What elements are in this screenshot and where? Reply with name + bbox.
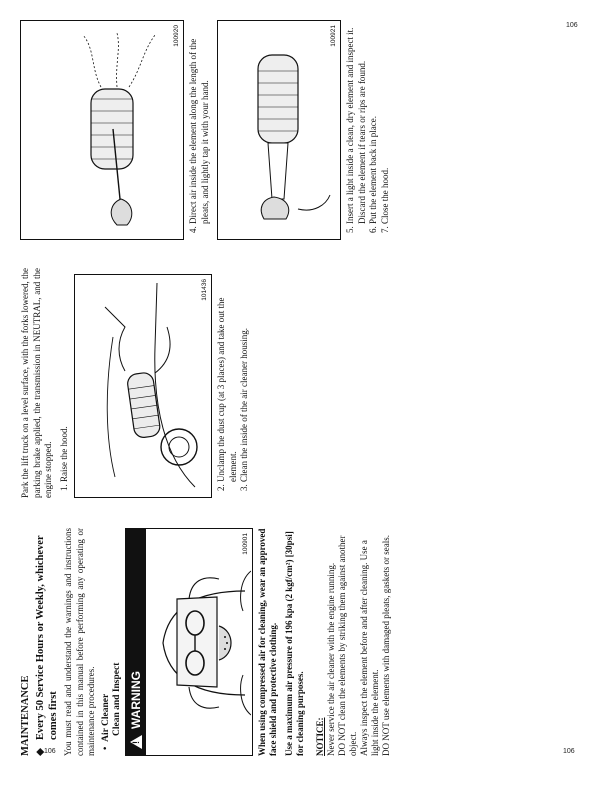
park-instructions: Park the lift truck on a level surface, with the forks lowered, the parking brake applied, the transmission in NEUTRAL, and the engine stopped.: [20, 268, 53, 498]
column-3: [20, 18, 391, 240]
warning-triangle-icon: !: [130, 735, 142, 749]
warning-label: WARNING: [128, 671, 143, 729]
light-inspection-image: [218, 21, 340, 239]
figure-number: 101436: [201, 279, 208, 301]
sub-clean-inspect: Clean and Inspect: [111, 662, 122, 736]
diamond-bullet-icon: ◆: [35, 747, 46, 756]
figure-number: 100921: [330, 25, 337, 47]
warning-box: [125, 528, 253, 756]
rotated-page-content: [20, 16, 595, 756]
interval-heading: [34, 528, 60, 756]
column-1: [20, 528, 392, 756]
air-cleaner-housing-image: [75, 275, 211, 497]
steps-list-4: [188, 18, 211, 240]
step-4: 4. Direct air inside the element along the length of the pleats, and lightly tap it with your hand.: [188, 18, 211, 224]
step-2: 2. Unclamp the dust cup (at 3 places) and take out the element.: [216, 268, 239, 482]
figure-number: 100920: [173, 25, 180, 47]
notice-line: DO NOT clean the elements by striking them against another object.: [336, 535, 358, 756]
bullet-air-cleaner: • Air Cleaner: [100, 693, 111, 750]
page-number-bottom-left: 106: [44, 748, 56, 755]
intro-text: You must read and understand the warnings and instructions contained in this manual before performing any operating or maintenance procedures.: [63, 528, 96, 756]
compressed-air-cleaning-image: [21, 21, 183, 239]
page-number-bottom-right: 106: [563, 748, 575, 755]
warning-text-1: When using compressed air for cleaning, wear an approved face shield and protective clothing.: [256, 528, 278, 756]
figure-light-inspection: [217, 20, 341, 240]
notice-line: Always inspect the element before and after cleaning. Use a light inside the element.: [358, 540, 380, 756]
warning-figure-number: 100901: [241, 533, 249, 555]
figure-air-cleaner-housing: [74, 274, 212, 498]
steps-list-start: [59, 268, 71, 498]
bullet-air-cleaner-label: Air Cleaner: [100, 693, 111, 742]
interval-heading-text: Every 50 Service Hours or Weekly, whichever comes first: [35, 535, 59, 740]
step-6: 6. Put the element back in place.: [368, 18, 380, 224]
step-7: 7. Close the hood.: [380, 18, 392, 224]
notice-line: Never service the air cleaner with the engine running.: [325, 562, 336, 756]
warning-header: [126, 529, 146, 755]
column-2: [20, 268, 251, 498]
section-title: MAINTENANCE: [20, 675, 31, 756]
notice-heading: NOTICE:: [314, 717, 325, 756]
notice-line: DO NOT use elements with damaged pleats, gaskets or seals.: [380, 534, 391, 756]
step-1: 1. Raise the hood.: [59, 268, 71, 482]
warning-text-2: Use a maximum air pressure of 196 kpa (2 kgf/cm²) [30psi] for cleaning purposes.: [283, 531, 305, 756]
face-shield-illustration: [147, 529, 252, 755]
step-3: 3. Clean the inside of the air cleaner housing.: [239, 268, 251, 482]
step-5: 5. Insert a light inside a clean, dry element and inspect it. Discard the element if tears or rips are found.: [345, 18, 368, 224]
figure-compressed-air: [20, 20, 184, 240]
steps-list-2: [216, 268, 251, 498]
face-shield-person-image: [147, 529, 251, 755]
page-number-top: 106: [566, 22, 578, 29]
steps-list-5: [345, 18, 391, 240]
